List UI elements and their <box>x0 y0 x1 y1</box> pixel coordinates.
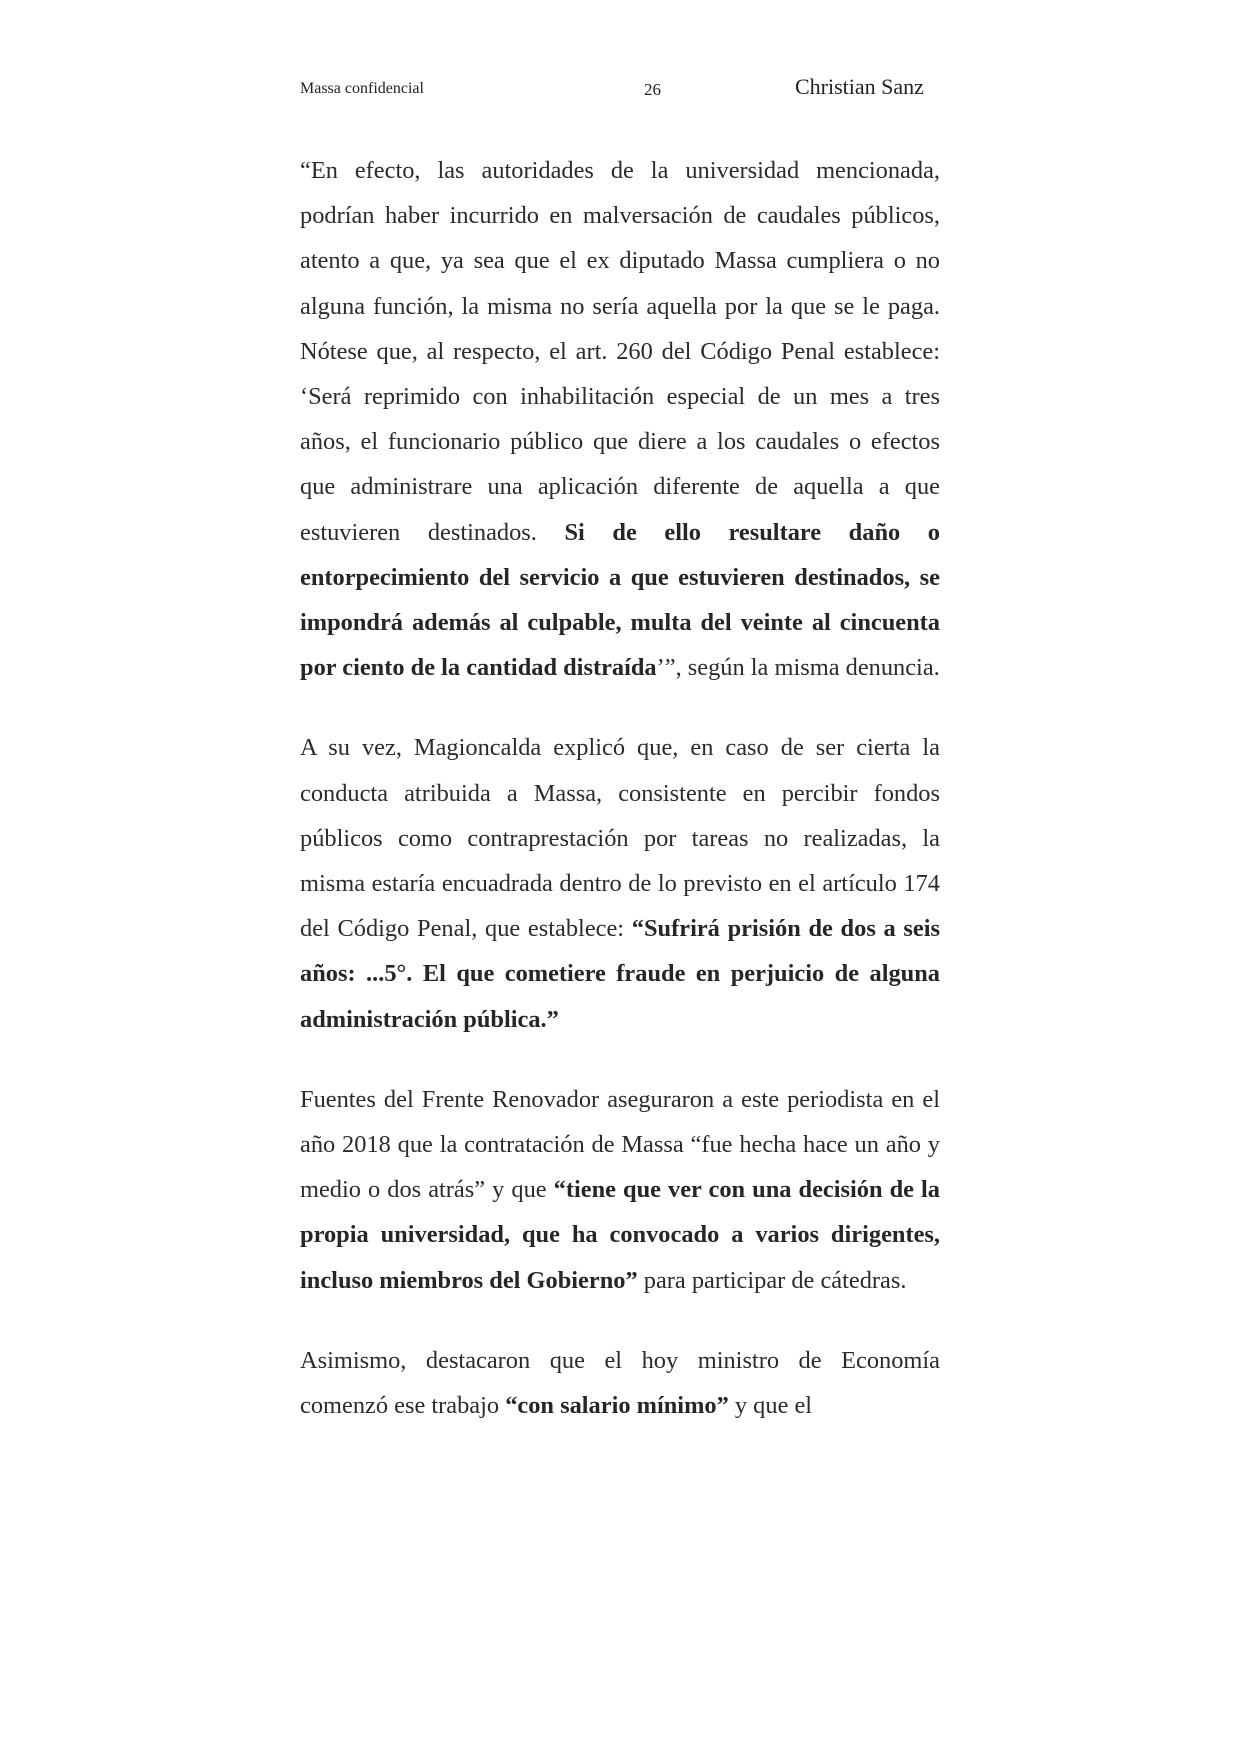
author-name: Christian Sanz <box>795 74 924 99</box>
text-segment: ’”, según la misma denuncia. <box>656 654 940 682</box>
book-title: Massa confidencial <box>300 80 424 97</box>
bold-text-segment: “Sufrirá prisión de dos a seis años: ...5°. El que cometiere fraude en perjuicio de alguna administración pública.” <box>300 915 940 1033</box>
body-text <box>300 148 940 1463</box>
text-segment: Fuentes del Frente Renovador aseguraron a este periodista en el año 2018 que la contratación de Massa “fue hecha hace un año y medio o dos atrás” y que <box>300 1085 940 1204</box>
paragraph <box>300 725 940 1041</box>
bold-text-segment: “tiene que ver con una decisión de la propia universidad, que ha convocado a varios dirigentes, incluso miembros del Gobierno” <box>300 1176 940 1294</box>
page-number: 26 <box>644 80 661 99</box>
paragraph <box>300 148 940 690</box>
text-segment: para participar de cátedras. <box>637 1266 907 1294</box>
paragraph <box>300 1338 940 1428</box>
bold-text-segment: Si de ello resultare daño o entorpecimiento del servicio a que estuvieren destinados, se impondrá además al culpable, multa del veinte al cincuenta por ciento de la cantidad distraída <box>300 518 940 682</box>
text-segment: “En efecto, las autoridades de la universidad mencionada, podrían haber incurrido en malversación de caudales públicos, atento a que, ya sea que el ex diputado Massa cumpliera o no alguna función, la misma no sería aquella por la que se le paga. Nótese que, al respecto, el art. 260 del Código Penal establece: ‘Será reprimido con inhabilitación especial de un mes a tres años, el funcionario público que diere a los caudales o efectos que administrare una aplicación diferente de aquella a que estuvieren destinados. <box>300 157 940 546</box>
paragraph <box>300 1077 940 1303</box>
bold-text-segment: “con salario mínimo” <box>505 1392 729 1420</box>
text-segment: Asimismo, destacaron que el hoy ministro de Economía comenzó ese trabajo <box>300 1346 940 1420</box>
text-segment: A su vez, Magioncalda explicó que, en caso de ser cierta la conducta atribuida a Massa, consistente en percibir fondos públicos como contraprestación por tareas no realizadas, la misma estaría encuadrada dentro de lo previsto en el artículo 174 del Código Penal, que establece: <box>300 734 940 943</box>
text-segment: y que el <box>728 1392 813 1420</box>
page-header <box>0 0 1241 120</box>
